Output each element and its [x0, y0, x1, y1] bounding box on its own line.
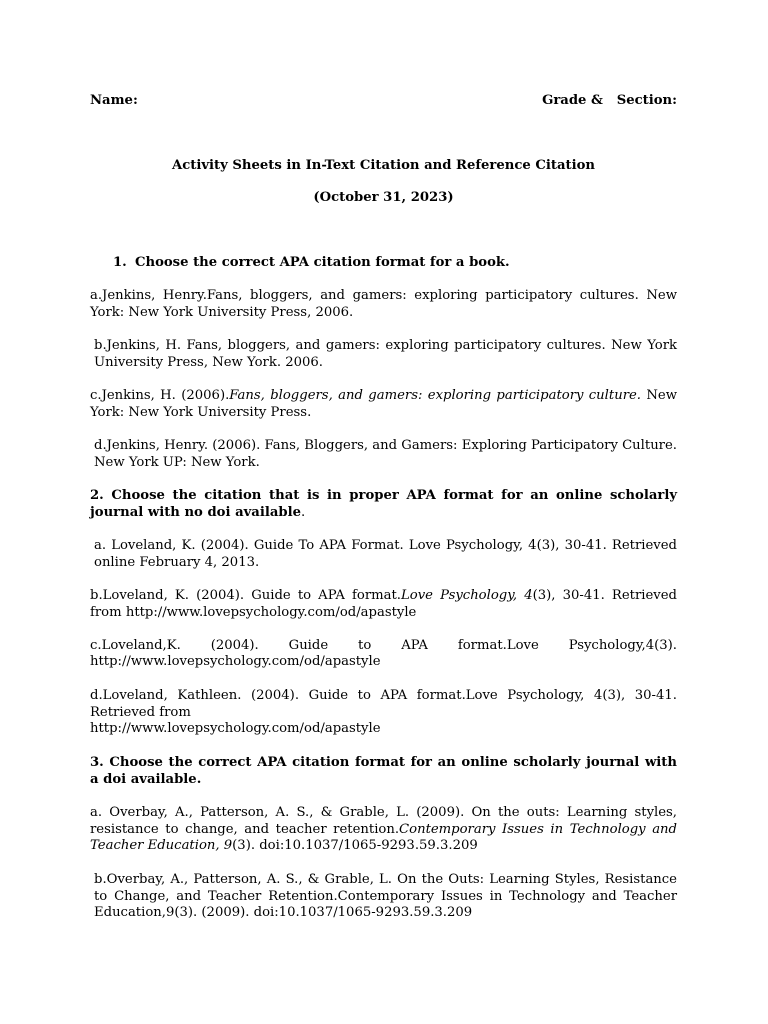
page-date: (October 31, 2023) — [313, 190, 454, 205]
page-title: Activity Sheets in In-Text Citation and Reference Citation — [172, 158, 595, 173]
question-2-option-b-journal: Love Psychology, 4 — [401, 588, 533, 603]
question-1-option-a: a.Jenkins, Henry.Fans, bloggers, and gamers: exploring participatory cultures. New York: New York University Press, 2006. — [90, 288, 677, 320]
question-2-option-c-line-2: http://www.lovepsychology.com/od/apastyle — [90, 654, 381, 669]
question-2-option-d-line-1: d.Loveland, Kathleen. (2004). Guide to APA format.Love Psychology, 4(3), 30-41. Retrieved from — [90, 688, 677, 720]
question-2-option-b-suffix: (3), 30-41. Retrieved from http://www.lovepsychology.com/od/apastyle — [90, 588, 677, 620]
question-3-option-a-suffix: (3). doi:10.1037/1065-9293.59.3.209 — [232, 838, 478, 853]
question-1-option-b: b.Jenkins, H. Fans, bloggers, and gamers: exploring participatory cultures. New York University Press, New York. 2006. — [94, 338, 677, 370]
question-1-option-c — [90, 388, 677, 421]
question-2-option-a: a. Loveland, K. (2004). Guide To APA Format. Love Psychology, 4(3), 30-41. Retrieved online February 4, 2013. — [94, 538, 677, 570]
question-1-option-c-prefix: c.Jenkins, H. (2006). — [90, 388, 230, 403]
question-2-option-b-prefix: b.Loveland, K. (2004). Guide to APA format. — [90, 588, 401, 603]
name-label: Name: — [90, 93, 138, 108]
question-2-prompt — [90, 488, 677, 521]
question-2-option-d-line-2: http://www.lovepsychology.com/od/apastyle — [90, 721, 381, 736]
question-2-prompt-text: 2. Choose the citation that is in proper APA format for an online scholarly journal with no doi available — [90, 488, 677, 520]
question-2-option-c-line-1: c.Loveland,K. (2004). Guide to APA format.Love Psychology,4(3). — [90, 638, 677, 653]
question-1-option-c-suffix: New York: New York University Press. — [90, 388, 677, 420]
question-3-prompt: 3. Choose the correct APA citation format for an online scholarly journal with a doi available. — [90, 755, 677, 787]
question-2-prompt-period: . — [301, 504, 306, 520]
question-2-option-b — [90, 588, 677, 621]
grade-section-label: Grade & Section: — [542, 93, 677, 108]
question-1-option-d: d.Jenkins, Henry. (2006). Fans, Bloggers, and Gamers: Exploring Participatory Culture. New York UP: New York. — [94, 438, 677, 470]
question-3-option-a — [90, 805, 677, 855]
question-1-option-c-title: Fans, bloggers, and gamers: exploring participatory culture. — [229, 388, 641, 403]
question-3-option-b: b.Overbay, A., Patterson, A. S., & Grable, L. On the Outs: Learning Styles, Resistance to Change, and Teacher Retention.Contemporary Issues in Technology and Teacher Education,9(3). (2009). doi:10.1037/1065-9293.59.3.209 — [94, 872, 677, 920]
question-3-option-a-journal: Contemporary Issues in Technology and Teacher Education, 9 — [90, 821, 677, 853]
question-1-number: 1. — [113, 255, 127, 270]
question-1-prompt — [113, 255, 677, 272]
question-1-text: Choose the correct APA citation format for a book. — [135, 255, 510, 270]
question-3-option-a-prefix: a. Overbay, A., Patterson, A. S., & Grable, L. (2009). On the outs: Learning styles, resistance to change, and teacher retention. — [90, 805, 677, 837]
